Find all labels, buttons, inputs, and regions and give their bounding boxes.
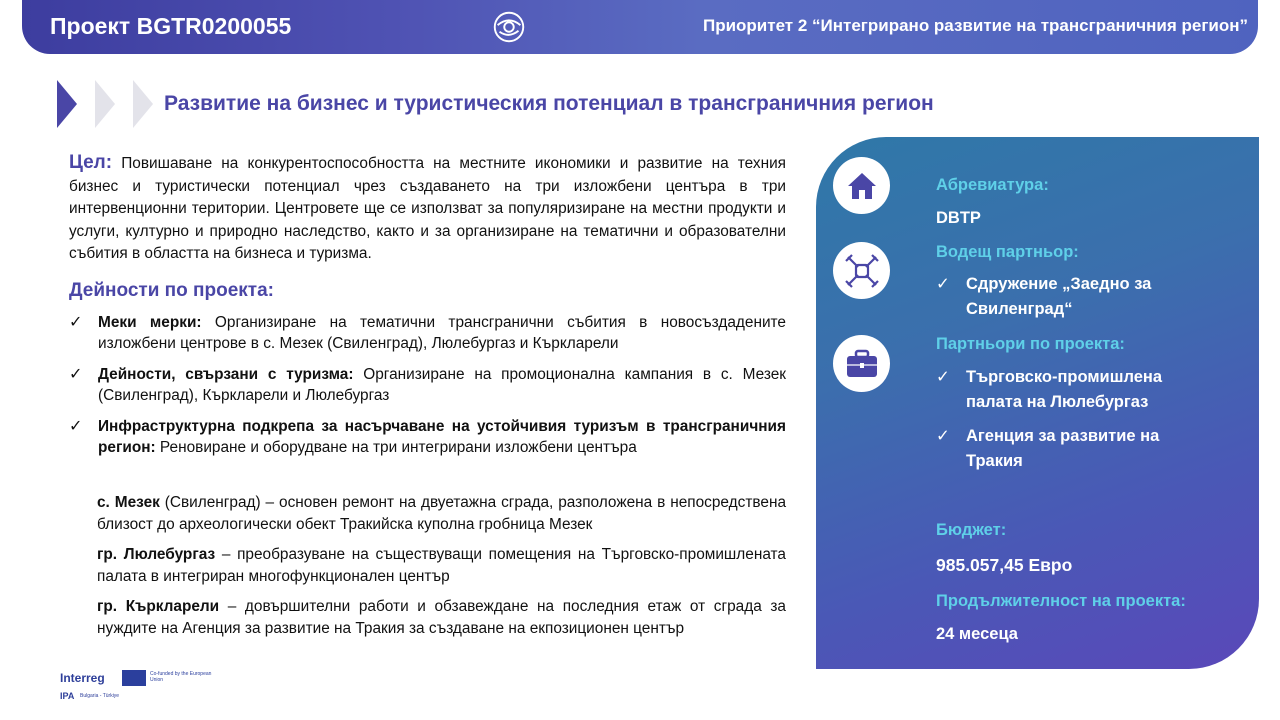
duration-value: 24 месеца bbox=[936, 625, 1018, 643]
activities-heading: Дейности по проекта: bbox=[69, 280, 275, 301]
checkmark-icon: ✓ bbox=[69, 314, 83, 331]
handshake-icon-circle bbox=[833, 242, 890, 299]
activities-list bbox=[69, 312, 786, 468]
briefcase-icon-circle bbox=[833, 335, 890, 392]
goal-text: Повишаване на конкурентоспособността на местните икономики и развитие на техния бизнес и туристически потенциал чрез създаването на три изложбени центъра в три интервенционни територии. Центровете ще се използват за популяризиране на местни продукти и услуги, културно и природно наследство, както и за организиране на тематични и образователни събития в областта на бизнеса и туризма. bbox=[69, 155, 787, 262]
location-name: гр. Люлебургаз bbox=[97, 546, 216, 563]
list-item bbox=[69, 416, 786, 458]
list-item bbox=[69, 364, 786, 406]
list-item bbox=[97, 544, 786, 587]
checkmark-icon: ✓ bbox=[69, 418, 83, 435]
abbreviation-label: Абревиатура: bbox=[936, 176, 1049, 194]
list-item bbox=[97, 596, 786, 639]
eu-cofunded-text: Co-funded by the European Union bbox=[150, 671, 212, 683]
list-item bbox=[69, 312, 786, 354]
location-name: с. Мезек bbox=[97, 494, 160, 511]
location-text: – преобразуване на съществуващи помещения на Търговско-промишлената палата в интегриран многофункционален център bbox=[97, 546, 786, 585]
home-icon bbox=[846, 171, 878, 201]
interreg-logo bbox=[60, 667, 220, 707]
activity-title: Дейности, свързани с туризма: bbox=[98, 366, 354, 383]
partners-label: Партньори по проекта: bbox=[936, 335, 1125, 353]
partner-item: Търговско-промишлена палата на Люлебургаз bbox=[966, 368, 1163, 411]
abbreviation-value: DBTP bbox=[936, 209, 981, 227]
activity-text: Организиране на промоционална кампания в с. Мезек (Свиленград), Къркларели и Люлебургаз bbox=[98, 366, 786, 404]
briefcase-icon bbox=[845, 349, 879, 379]
activity-title: Меки мерки: bbox=[98, 314, 202, 331]
infrastructure-sublist bbox=[97, 492, 786, 648]
list-item bbox=[97, 492, 786, 535]
page-title: Развитие на бизнес и туристическия потенциал в трансграничния регион bbox=[164, 92, 934, 115]
goal-label: Цел: bbox=[69, 152, 113, 173]
checkmark-icon: ✓ bbox=[69, 366, 83, 383]
home-icon-circle bbox=[833, 157, 890, 214]
duration-label: Продължителност на проекта: bbox=[936, 592, 1186, 610]
goal-paragraph bbox=[69, 152, 786, 266]
budget-value: 985.057,45 Евро bbox=[936, 555, 1073, 575]
activity-title: Инфраструктурна подкрепа за насърчаване на устойчивия туризъм в трансграничния регион: bbox=[98, 418, 786, 456]
activity-text: Реновиране и оборудване на три интегрирани изложбени центъра bbox=[155, 439, 637, 456]
programme-logo-icon bbox=[490, 8, 528, 46]
location-text: (Свиленград) – основен ремонт на двуетажна сграда, разположена в непосредствена близост до археологически обект Тракийска куполна гробница Мезек bbox=[97, 494, 787, 533]
project-info-panel bbox=[816, 137, 1259, 669]
handshake-icon bbox=[842, 251, 882, 291]
ipa-region-text: Bulgaria - Türkiye bbox=[80, 693, 120, 699]
location-name: гр. Къркларели bbox=[97, 598, 220, 615]
activity-text: Организиране на тематични трансгранични събития в новосъздадените изложбени центрове в с. Мезек (Свиленград), Люлебургаз и Къркларели bbox=[98, 314, 786, 352]
lead-partner-label: Водещ партньор: bbox=[936, 243, 1079, 261]
partner-item: Агенция за развитие на Тракия bbox=[966, 427, 1160, 470]
location-text: – довършителни работи и обзавеждане на последния етаж от сграда за нуждите на Агенция за развитие на Тракия за създаване на екпозиционен център bbox=[97, 598, 786, 637]
checkmark-icon: ✓ bbox=[936, 368, 950, 386]
budget-label: Бюджет: bbox=[936, 521, 1007, 539]
project-code: Проект BGTR0200055 bbox=[50, 13, 292, 39]
checkmark-icon: ✓ bbox=[936, 427, 950, 445]
priority-text: Приоритет 2 “Интегрирано развитие на трансграничния регион” bbox=[702, 16, 1248, 35]
lead-partner-value: Сдружение „Заедно за Свиленград“ bbox=[966, 275, 1152, 318]
eu-flag-icon bbox=[122, 670, 146, 686]
checkmark-icon: ✓ bbox=[936, 275, 950, 293]
header-band bbox=[22, 0, 1258, 54]
interreg-wordmark: Interreg bbox=[60, 671, 105, 685]
chevron-decoration-icon bbox=[57, 80, 157, 128]
ipa-wordmark: IPA bbox=[60, 691, 75, 701]
